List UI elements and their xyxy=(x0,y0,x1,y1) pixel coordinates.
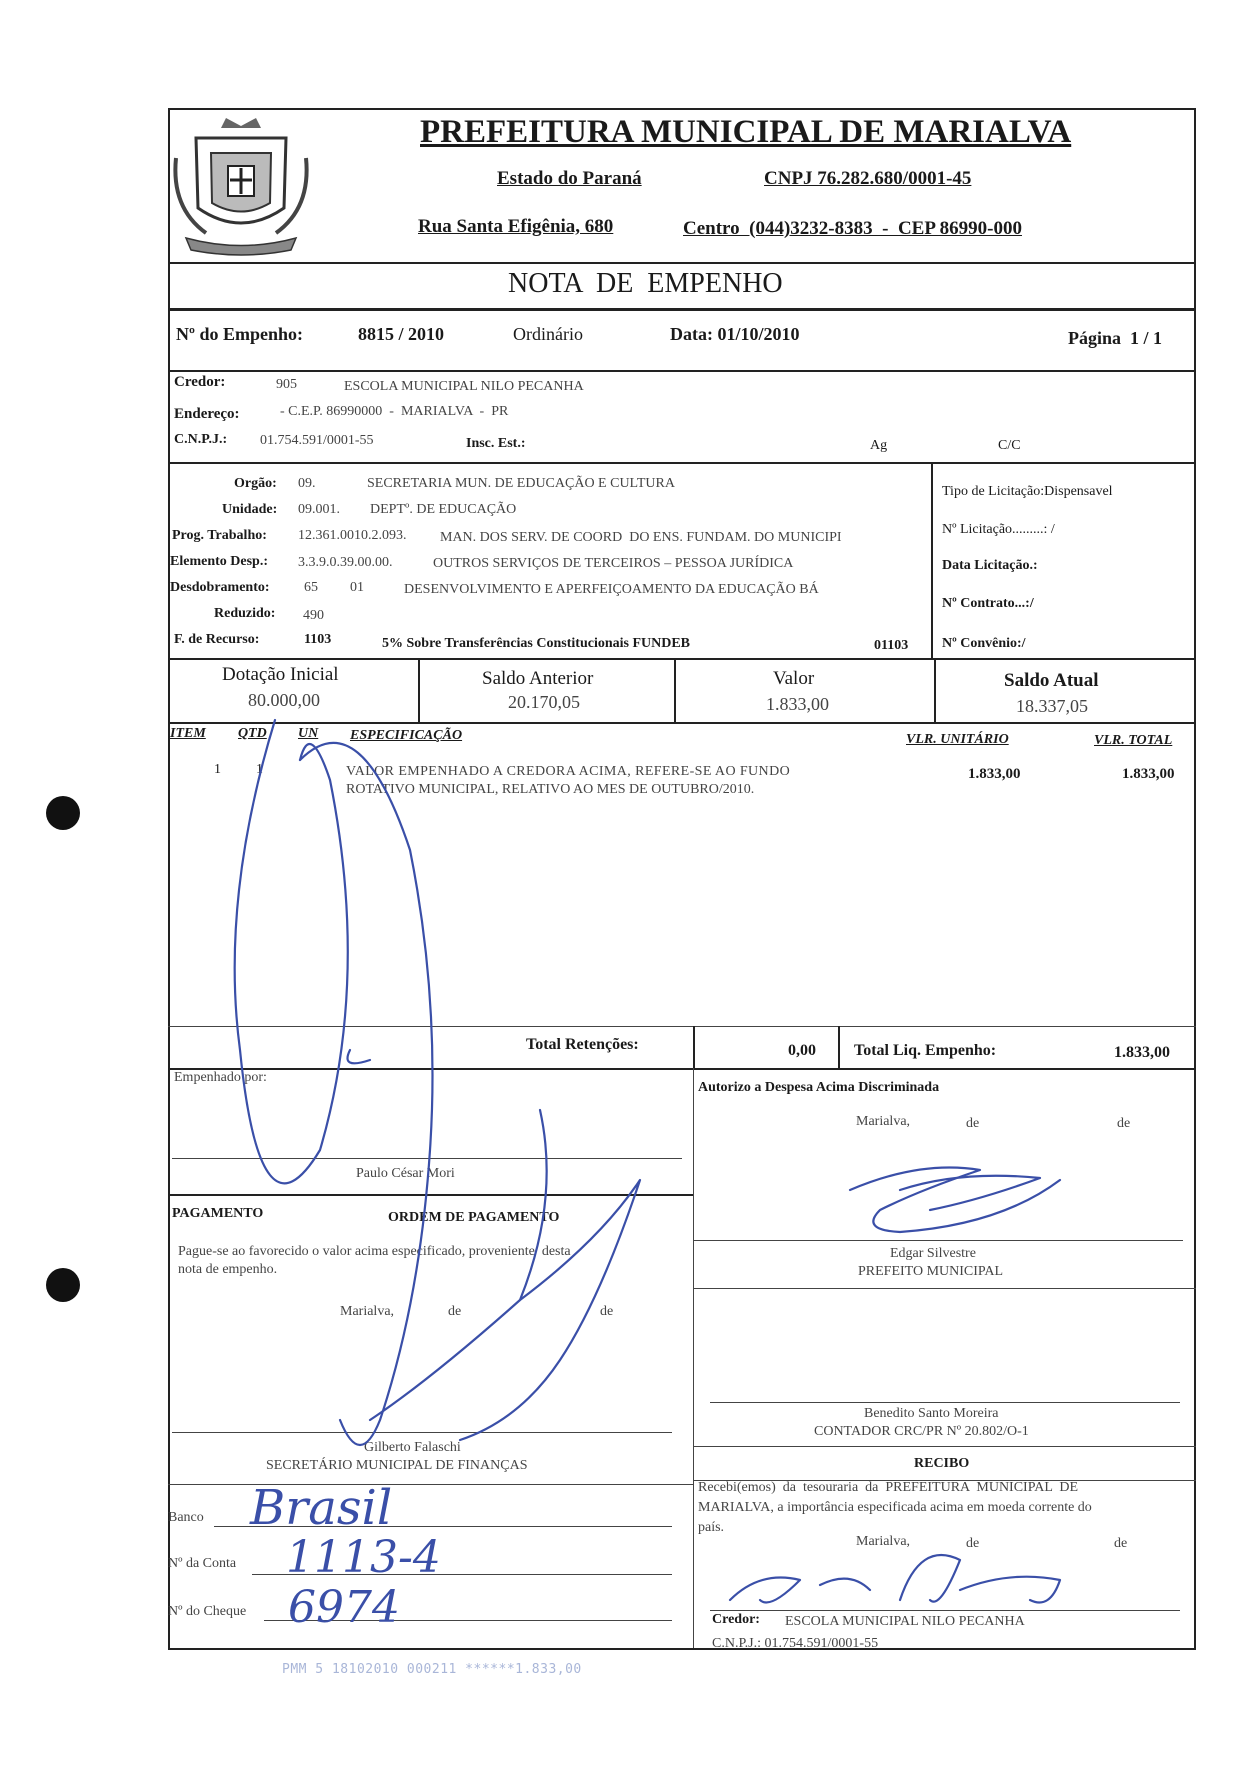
recurso-code: 1103 xyxy=(304,632,332,647)
desdobramento-label: Desdobramento: xyxy=(170,580,270,595)
cnpj-label: C.N.P.J.: xyxy=(174,432,228,447)
prog-code: 12.361.0010.2.093. xyxy=(298,528,407,543)
row-qtd: 1 xyxy=(256,762,263,777)
pagamento-text-line1: Pague-se ao favorecido o valor acima especificado, proveniente desta xyxy=(178,1244,571,1259)
empenhado-name: Paulo César Mori xyxy=(356,1166,455,1181)
desdobramento-sub: 01 xyxy=(350,580,364,595)
cheque-handwritten: 6974 xyxy=(288,1582,400,1633)
recibo-text-line2: MARIALVA, a importância especificada acima em moeda corrente do xyxy=(698,1500,1092,1515)
prog-desc: MAN. DOS SERV. DE COORD DO ENS. FUNDAM. DO MUNICIPI xyxy=(440,530,842,545)
orgao-label: Orgão: xyxy=(234,476,277,491)
municipality-address: Centro (044)3232-8383 - CEP 86990-000 xyxy=(683,218,1022,239)
recibo-credor-label: Credor: xyxy=(712,1612,760,1627)
retencoes-value: 0,00 xyxy=(788,1042,816,1059)
unidade-label: Unidade: xyxy=(222,502,278,517)
empenhado-label: Empenhado por: xyxy=(174,1070,267,1085)
recibo-de1: de xyxy=(966,1536,980,1551)
col-spec-header: ESPECIFICAÇÃO xyxy=(350,728,463,743)
row-item: 1 xyxy=(214,762,221,777)
unidade-code: 09.001. xyxy=(298,502,340,517)
recibo-city: Marialva, xyxy=(856,1534,911,1549)
elemento-desc: OUTROS SERVIÇOS DE TERCEIROS – PESSOA JURÍDICA xyxy=(433,556,794,571)
credor-name: ESCOLA MUNICIPAL NILO PECANHA xyxy=(344,379,584,394)
unidade-desc: DEPTº. DE EDUCAÇÃO xyxy=(370,502,517,517)
cheque-label: Nº do Cheque xyxy=(168,1604,247,1619)
licitacao-data: Data Licitação.: xyxy=(942,558,1038,573)
licitacao-numero: Nº Licitação.........: / xyxy=(942,522,1055,537)
pagamento-text-line2: nota de empenho. xyxy=(178,1262,278,1277)
elemento-code: 3.3.9.0.39.00.00. xyxy=(298,555,393,570)
credor-code: 905 xyxy=(276,377,297,392)
orgao-desc: SECRETARIA MUN. DE EDUCAÇÃO E CULTURA xyxy=(367,476,675,491)
autorizo-de1: de xyxy=(966,1116,980,1131)
prog-label: Prog. Trabalho: xyxy=(172,528,267,543)
ordem-pagamento: ORDEM DE PAGAMENTO xyxy=(388,1210,560,1225)
reduzido-code: 490 xyxy=(303,608,324,623)
state-label: Estado do Paraná xyxy=(497,168,642,189)
prefeito-title: PREFEITO MUNICIPAL xyxy=(858,1264,1004,1279)
col-item-header: ITEM xyxy=(170,726,206,741)
insc-label: Insc. Est.: xyxy=(466,436,526,451)
municipality-cnpj: CNPJ 76.282.680/0001-45 xyxy=(764,168,972,189)
recibo-text-line3: país. xyxy=(698,1520,725,1535)
pagamento-de1: de xyxy=(448,1304,462,1319)
row-total-value: 1.833,00 xyxy=(1122,766,1175,782)
licitacao-convenio: Nº Convênio:/ xyxy=(942,636,1026,651)
saldo-anterior-value: 20.170,05 xyxy=(508,692,580,712)
orgao-code: 09. xyxy=(298,476,316,491)
recibo-credor-name: ESCOLA MUNICIPAL NILO PECANHA xyxy=(785,1614,1025,1629)
dotacao-value: 80.000,00 xyxy=(248,690,320,710)
reduzido-label: Reduzido: xyxy=(214,606,276,621)
liquido-value: 1.833,00 xyxy=(1114,1044,1170,1061)
banco-label: Banco xyxy=(168,1510,204,1525)
recibo-de2: de xyxy=(1114,1536,1128,1551)
conta-handwritten: 1113-4 xyxy=(286,1532,441,1583)
saldo-atual-label: Saldo Atual xyxy=(1004,670,1099,691)
secretary-title: SECRETÁRIO MUNICIPAL DE FINANÇAS xyxy=(266,1458,528,1473)
col-unit-header: VLR. UNITÁRIO xyxy=(906,732,1009,747)
recibo-title: RECIBO xyxy=(914,1456,970,1471)
autorizo-city: Marialva, xyxy=(856,1114,911,1129)
dotacao-label: Dotação Inicial xyxy=(222,664,339,685)
cc-label: C/C xyxy=(998,438,1021,453)
liquido-label: Total Liq. Empenho: xyxy=(854,1042,997,1059)
retencoes-label: Total Retenções: xyxy=(526,1036,639,1053)
footer-stamp: PMM 5 18102010 000211 ******1.833,00 xyxy=(282,1662,582,1677)
document-title: NOTA DE EMPENHO xyxy=(508,268,783,299)
pagamento-city: Marialva, xyxy=(340,1304,395,1319)
desdobramento-desc: DESENVOLVIMENTO E APERFEIÇOAMENTO DA EDUCAÇÃO BÁ xyxy=(404,582,819,597)
recurso-desc: 5% Sobre Transferências Constitucionais FUNDEB xyxy=(382,636,691,651)
elemento-label: Elemento Desp.: xyxy=(170,554,268,569)
page-indicator: Página 1 / 1 xyxy=(1068,328,1163,348)
conta-label: Nº da Conta xyxy=(168,1556,237,1571)
municipality-street: Rua Santa Efigênia, 680 xyxy=(418,216,614,237)
credor-address: - C.E.P. 86990000 - MARIALVA - PR xyxy=(280,404,509,419)
contador-name: Benedito Santo Moreira xyxy=(864,1406,999,1421)
autorizo-text: Autorizo a Despesa Acima Discriminada xyxy=(698,1080,940,1095)
recibo-cnpj: C.N.P.J.: 01.754.591/0001-55 xyxy=(712,1636,879,1651)
valor-label: Valor xyxy=(773,668,815,689)
col-un-header: UN xyxy=(298,726,319,741)
licitacao-contrato: Nº Contrato...:/ xyxy=(942,596,1034,611)
row-unit-value: 1.833,00 xyxy=(968,766,1021,782)
saldo-anterior-label: Saldo Anterior xyxy=(482,668,594,689)
pagamento-de2: de xyxy=(600,1304,614,1319)
autorizo-de2: de xyxy=(1117,1116,1131,1131)
recurso-fund-code: 01103 xyxy=(874,638,909,653)
secretary-name: Gilberto Falaschi xyxy=(364,1440,461,1455)
saldo-atual-value: 18.337,05 xyxy=(1016,696,1088,716)
empenho-date: Data: 01/10/2010 xyxy=(670,324,800,344)
recibo-text-line1: Recebi(emos) da tesouraria da PREFEITURA MUNICIPAL DE xyxy=(698,1480,1079,1495)
desdobramento-code: 65 xyxy=(304,580,318,595)
empenho-number: 8815 / 2010 xyxy=(358,324,445,344)
col-qtd-header: QTD xyxy=(238,726,267,741)
row-spec-line1: VALOR EMPENHADO A CREDORA ACIMA, REFERE-SE AO FUNDO xyxy=(346,764,791,779)
row-spec-line2: ROTATIVO MUNICIPAL, RELATIVO AO MES DE OUTUBRO/2010. xyxy=(346,782,755,797)
banco-handwritten: Brasil xyxy=(250,1480,393,1536)
pagamento-section: PAGAMENTO xyxy=(172,1206,264,1221)
prefeito-name: Edgar Silvestre xyxy=(890,1246,976,1261)
recurso-label: F. de Recurso: xyxy=(174,632,260,647)
credor-label: Credor: xyxy=(174,374,226,390)
valor-value: 1.833,00 xyxy=(766,694,829,714)
address-label: Endereço: xyxy=(174,406,240,422)
empenho-type: Ordinário xyxy=(513,324,583,344)
col-total-header: VLR. TOTAL xyxy=(1094,733,1173,748)
contador-title: CONTADOR CRC/PR Nº 20.802/O-1 xyxy=(814,1424,1029,1439)
empenho-label: Nº do Empenho: xyxy=(176,324,303,344)
credor-cnpj: 01.754.591/0001-55 xyxy=(260,433,374,448)
ag-label: Ag xyxy=(870,438,888,453)
licitacao-tipo: Tipo de Licitação:Dispensavel xyxy=(942,484,1113,499)
municipality-title: PREFEITURA MUNICIPAL DE MARIALVA xyxy=(420,114,1072,150)
